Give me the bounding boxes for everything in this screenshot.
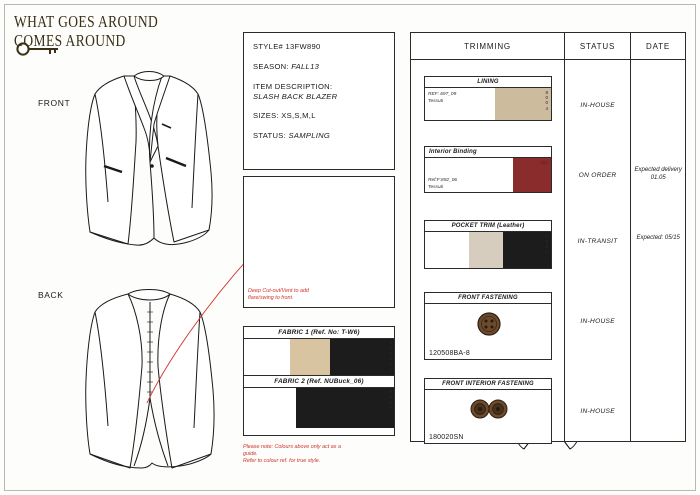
spec-panel: [243, 32, 395, 170]
fabric-1-code-1: 0: [389, 345, 392, 351]
spec-style: STYLE# 13FW890: [253, 42, 321, 51]
pocket-code-3: 0: [545, 249, 548, 255]
fabric-2-code-3: 9: [389, 405, 392, 411]
fabric-note-line1: Please note: Colours above only act as a: [243, 444, 341, 450]
deep-cut-note-line2: flare/swing to front.: [248, 295, 294, 301]
spec-season: [253, 62, 386, 72]
column-header-trimming: TRIMMING: [411, 33, 565, 59]
trim-card-binding-swatches: [425, 158, 551, 192]
status-pocket-trim: IN-TRANSIT: [577, 238, 618, 245]
date-column: [631, 60, 685, 442]
fabric-2-codes: [389, 389, 392, 411]
status-binding: ON ORDER: [578, 172, 617, 179]
lining-code-0: 8: [545, 90, 548, 95]
pocket-code-1: 0: [545, 239, 548, 245]
pocket-swatch-black: [503, 232, 551, 268]
fabric-2-code-0: 8: [389, 389, 392, 394]
fabric-1-swatch-white: [244, 339, 290, 375]
binding-ref-line2: Tessuti: [428, 185, 444, 190]
spec-status: [253, 131, 386, 141]
spec-status-label: STATUS:: [253, 131, 287, 140]
spec-sizes: SIZES: XS,S,M,L: [253, 111, 316, 120]
fabric-panel: [243, 326, 395, 436]
pocket-code-0: 0: [545, 234, 548, 239]
trim-card-binding-title: Interior Binding: [425, 147, 551, 158]
trim-card-front-fastening-title: FRONT FASTENING: [425, 293, 551, 304]
trimming-table-body: [411, 60, 685, 442]
front-fastening-art: [425, 304, 551, 348]
lining-code-2: 0: [545, 100, 548, 106]
date-pocket-trim: Expected: 05/15: [636, 235, 680, 241]
trim-card-lining-swatches: [425, 88, 551, 120]
fabric-2-code-2: 6: [389, 399, 392, 405]
blazer-front-sketch: [78, 62, 228, 257]
fabric-1-title: FABRIC 1 (Ref. No: T-W6): [244, 327, 394, 339]
fabric-2-title: FABRIC 2 (Ref. NUBuck_06): [244, 375, 394, 388]
status-lining: IN-HOUSE: [580, 102, 615, 109]
fabric-1-swatch-black: [330, 339, 394, 375]
brand-logo-line2: COMES AROUND: [14, 31, 126, 50]
lining-swatch-beige: [495, 88, 551, 120]
trim-card-pocket-title: POCKET TRIM (Leather): [425, 221, 551, 232]
binding-codes: [540, 160, 548, 165]
status-column: [565, 60, 632, 442]
spec-item-value: SLASH BACK BLAZER: [253, 92, 338, 101]
front-view-label: FRONT: [38, 98, 71, 108]
key-icon: [16, 42, 60, 56]
fabric-1-swatch-tan: [290, 339, 330, 375]
spec-season-value: FALL13: [291, 62, 320, 71]
trimming-table-header: [411, 33, 685, 60]
fabric-2-swatch-white: [244, 388, 296, 428]
trim-card-pocket-trim: [424, 220, 552, 269]
fabric-2-code-1: 0: [389, 394, 392, 400]
spec-status-value: SAMPLING: [288, 131, 331, 140]
interior-fastening-art: [425, 390, 551, 432]
interior-fastening-caption: 180020SN: [429, 434, 464, 441]
pocket-swatch-white: [425, 232, 469, 268]
lining-ref-line2: Tessuti: [428, 99, 444, 104]
binding-code-0: 860: [540, 160, 548, 165]
fabric-1-code-5: 1: [389, 367, 392, 373]
fabric-colour-note: [243, 444, 413, 466]
deep-cut-detail-panel: [243, 176, 395, 308]
blazer-back-sketch: [78, 278, 228, 478]
trim-card-lining-title: LINING: [425, 77, 551, 88]
lining-codes: [545, 90, 548, 111]
trim-card-pocket-swatches: [425, 232, 551, 268]
pocket-codes: [545, 234, 548, 255]
fabric-1-code-2: 4: [389, 350, 392, 356]
four-hole-button: [425, 304, 553, 348]
deep-cut-note: [248, 288, 309, 302]
status-interior-fastening: IN-HOUSE: [580, 408, 615, 415]
date-binding: Expected delivery 01.05: [634, 167, 682, 181]
lining-code-3: 4: [545, 105, 548, 111]
fabric-1-codes: [389, 340, 392, 372]
fabric-note-line3: Refer to colour ref. for true style.: [243, 458, 321, 465]
fabric-2-swatch-black: [296, 388, 394, 428]
fabric-1-swatches: [244, 339, 394, 375]
column-header-status: STATUS: [565, 33, 631, 59]
pocket-swatch-stone: [469, 232, 503, 268]
trimming-column: [411, 60, 565, 442]
spec-item-label: ITEM DESCRIPTION:: [253, 82, 333, 91]
deep-cut-note-line1: Deep Cut-out/Vent to add: [248, 288, 309, 294]
brand-logo: [14, 12, 174, 50]
snap-fastener-pair: [425, 390, 553, 432]
lining-code-1: 0: [545, 95, 548, 101]
trim-card-interior-fastening: [424, 378, 552, 444]
pocket-code-2: 6: [545, 244, 548, 250]
fabric-note-line2: guide.: [243, 451, 258, 458]
column-header-date: DATE: [646, 41, 670, 51]
back-view-label: BACK: [38, 290, 64, 300]
brand-logo-line1: WHAT GOES AROUND: [14, 12, 159, 31]
binding-ref-line1: Ref:F:892_06: [428, 178, 458, 183]
fabric-1-code-3: 2: [389, 356, 392, 362]
fabric-1-code-0: 8: [389, 340, 392, 345]
front-fastening-caption: 120508BA-8: [429, 350, 470, 357]
trim-card-interior-binding: [424, 146, 552, 193]
lining-ref-line1: REF: 697_09: [428, 92, 457, 97]
spec-season-label: SEASON:: [253, 62, 289, 71]
status-front-fastening: IN-HOUSE: [580, 318, 615, 325]
trim-card-front-fastening: [424, 292, 552, 360]
trimming-table: [410, 32, 686, 442]
fabric-1-code-4: 0: [389, 361, 392, 367]
fabric-2-swatches: [244, 388, 394, 428]
trim-card-interior-fastening-title: FRONT INTERIOR FASTENING: [425, 379, 551, 390]
trim-card-lining: [424, 76, 552, 121]
